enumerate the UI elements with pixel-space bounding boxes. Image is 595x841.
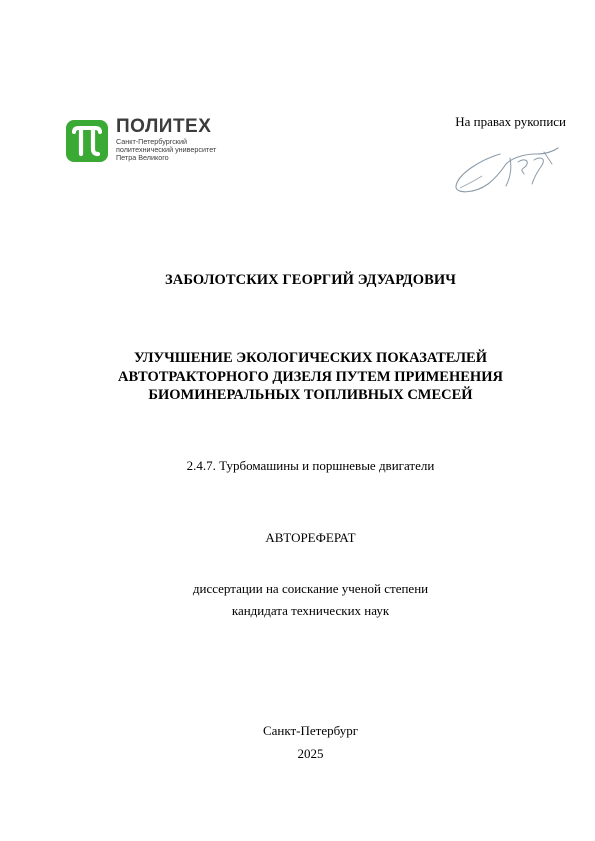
university-logo (66, 117, 246, 167)
author-name: ЗАБОЛОТСКИХ ГЕОРГИЙ ЭДУАРДОВИЧ (165, 272, 456, 288)
degree-statement (0, 578, 595, 622)
politech-logo-icon (66, 120, 108, 162)
degree-line: кандидата технических наук (231, 603, 390, 618)
logo-subtitle (116, 138, 216, 163)
title-line: БИОМИНЕРАЛЬНЫХ ТОПЛИВНЫХ СМЕСЕЙ (148, 387, 473, 403)
title-line: УЛУЧШЕНИЕ ЭКОЛОГИЧЕСКИХ ПОКАЗАТЕЛЕЙ (133, 350, 487, 366)
city: Санкт-Петербург (262, 723, 359, 738)
handwritten-signature (440, 138, 565, 200)
document-type: АВТОРЕФЕРАТ (265, 530, 356, 545)
year: 2025 (297, 746, 324, 761)
logo-subtitle-line: Санкт-Петербургский (116, 137, 187, 146)
manuscript-note: На правах рукописи (455, 114, 566, 129)
logo-name: ПОЛИТЕХ (116, 116, 212, 137)
title-line: АВТОТРАКТОРНОГО ДИЗЕЛЯ ПУТЕМ ПРИМЕНЕНИЯ (118, 368, 503, 385)
dissertation-title (0, 349, 595, 405)
logo-subtitle-line: политехнический университет (116, 145, 217, 155)
logo-subtitle-line: Петра Великого (116, 153, 169, 163)
specialty-code: 2.4.7. Турбомашины и поршневые двигатели (186, 458, 435, 473)
degree-line: диссертации на соискание ученой степени (192, 581, 429, 596)
